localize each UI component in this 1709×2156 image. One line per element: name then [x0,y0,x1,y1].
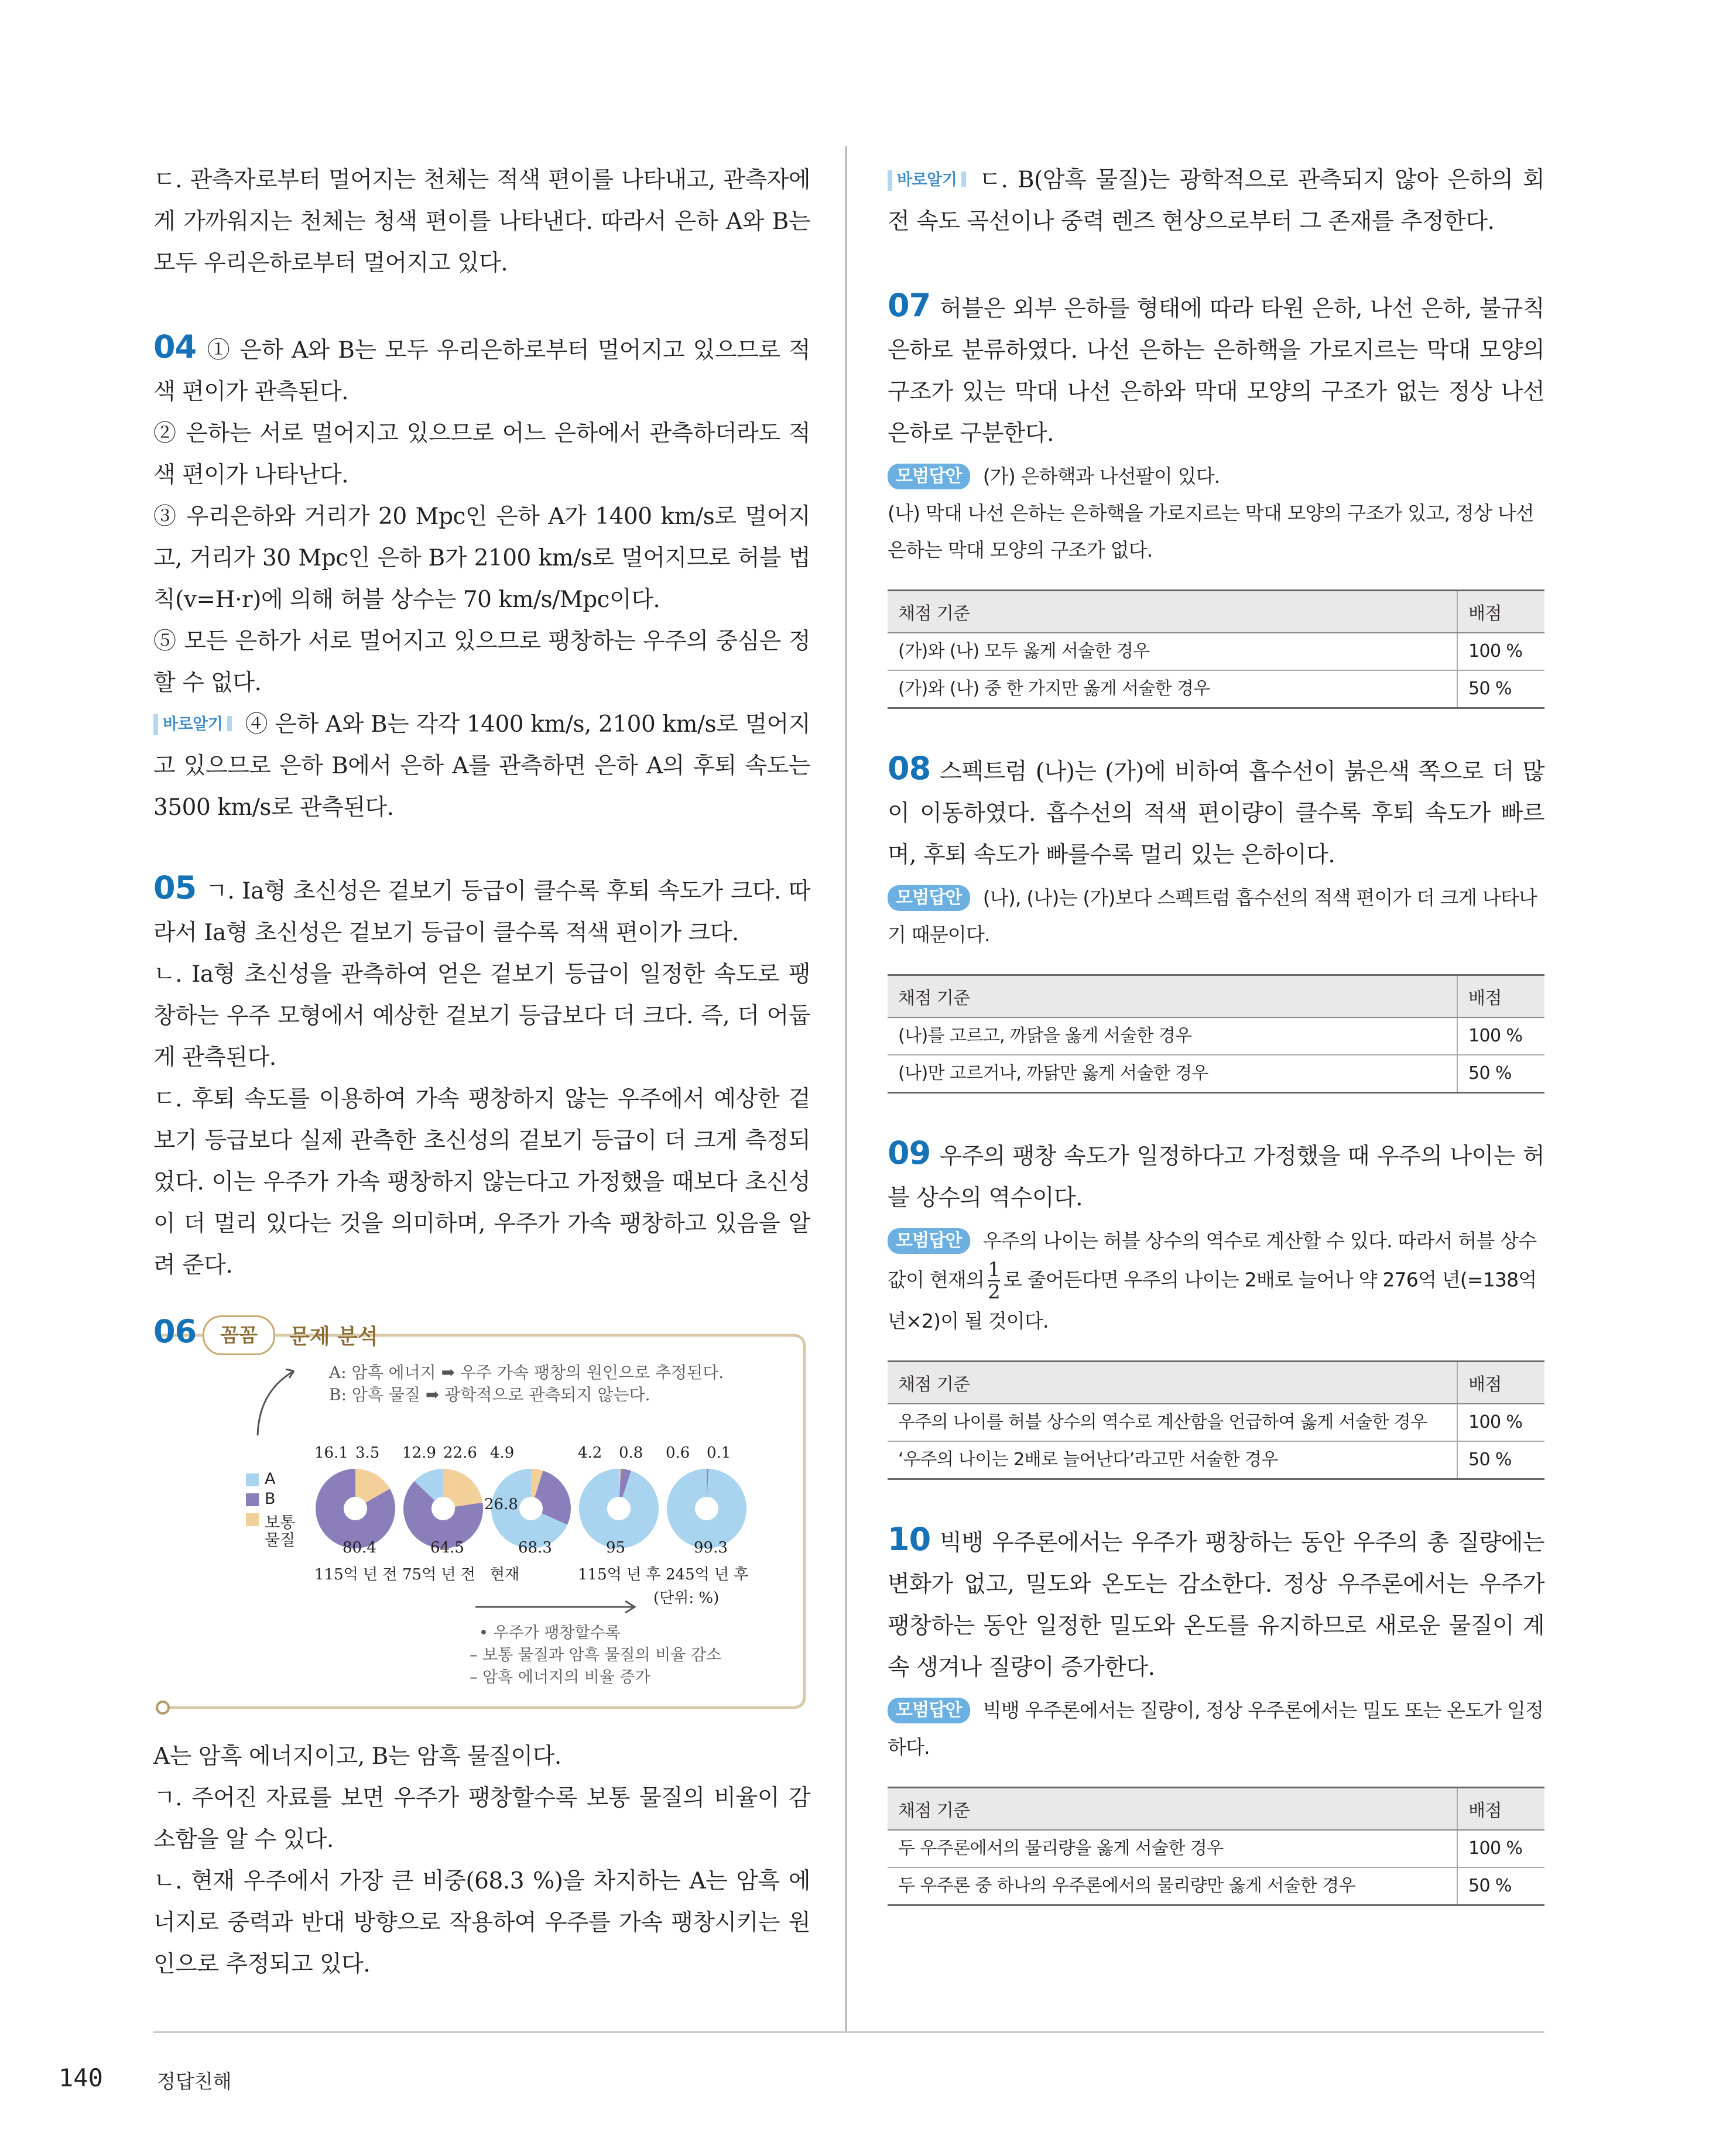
q08-text: 스펙트럼 (나)는 (가)에 비하여 흡수선이 붉은색 쪽으로 더 많이 이동하였다. 흡수선의 적색 편이량이 클수록 후퇴 속도가 빠르며, 후퇴 속도가 빠를수록 멀리 있는 은하이다. [888,759,1544,868]
q08-model: (나), (나)는 (가)보다 스펙트럼 흡수선의 적색 편이가 더 크게 나타나기 때문이다. [888,886,1537,946]
points-cell: 50 % [1457,1055,1544,1093]
table-row [888,1830,1544,1867]
q06-number: 06 [153,1313,197,1350]
q05-p3: ㄷ. 후퇴 속도를 이용하여 가속 팽창하지 않는 우주에서 예상한 겉보기 등급보다 실제 관측한 초신성의 겉보기 등급이 더 크게 측정되었다. 이는 우주가 가속 팽창하지 않는다고 가정했을 때보다 초신성이 더 멀리 있다는 것을 의미하며, 우주가 가속 팽창하고 있음을 알려 준다. [153,1086,810,1278]
pie-slice [667,1469,746,1548]
points-cell: 50 % [1457,1441,1544,1479]
q08-score-table [888,974,1544,1094]
fraction [988,1259,1000,1302]
q07-score-table [888,589,1544,709]
trend-1: – 보통 물질과 암흑 물질의 비율 감소 [470,1646,722,1664]
legend-b: B [265,1490,276,1508]
q10-number: 10 [888,1521,931,1558]
pie-charts [316,1469,746,1548]
pie-slice [443,1469,482,1507]
table-row [888,633,1544,670]
q06-figure [153,1310,810,1719]
fraction-denominator: 2 [988,1280,1000,1304]
q08-section [888,748,1544,1094]
trend-title: • 우주가 팽창할수록 [479,1624,621,1642]
table-row [888,1017,1544,1055]
pie-top-label: 4.2 [578,1444,602,1462]
points-header: 배점 [1457,1788,1544,1831]
table-row [888,670,1544,708]
q06-p1: A는 암흑 에너지이고, B는 암흑 물질이다. [153,1743,561,1770]
pie-category-label: 115억 년 전 [314,1566,398,1583]
q04-section [153,326,810,828]
pie-category-label: 현재 [490,1566,520,1583]
left-column [153,159,810,1985]
pie-top-label: 0.8 [619,1444,643,1462]
q10-score-table [888,1787,1544,1906]
q04-p2: ② 은하는 서로 멀어지고 있으므로 어느 은하에서 관측하더라도 적색 편이가 나타난다. [153,420,810,488]
q09-model-a: 우주의 나이는 허블 상수의 역수로 계산할 수 있다. 따라서 허블 상수 값이 현재의 [888,1229,1537,1291]
criteria-header: 채점 기준 [888,1362,1457,1404]
pie-inner-label: 64.5 [430,1539,464,1557]
q05-p1: ㄱ. Ia형 초신성은 겉보기 등급이 클수록 후퇴 속도가 크다. 따라서 Ia형 초신성은 겉보기 등급이 클수록 적색 편이가 크다. [153,878,810,946]
column-divider [845,146,847,2031]
q07-number: 07 [888,287,931,324]
pie-slice [579,1469,659,1548]
q08-number: 08 [888,750,931,787]
criteria-cell: (나)만 고르거나, 까닭만 옳게 서술한 경우 [888,1055,1457,1093]
model-answer-label: 모범답안 [888,885,970,911]
criteria-cell: 두 우주론에서의 물리량을 옳게 서술한 경우 [888,1830,1457,1867]
footer-title: 정답친해 [157,2070,232,2093]
points-header: 배점 [1457,975,1544,1018]
pie-inner-label: 99.3 [694,1539,728,1557]
pie-inner-label: 68.3 [518,1539,552,1557]
q07-text: 허블은 외부 은하를 형태에 따라 타원 은하, 나선 은하, 불규칙 은하로 분류하였다. 나선 은하는 은하핵을 가로지르는 막대 모양의 구조가 있는 막대 나선 은하와 막대 모양의 구조가 없는 정상 나선 은하로 구분한다. [888,296,1544,447]
q09-text: 우주의 팽창 속도가 일정하다고 가정했을 때 우주의 나이는 허블 상수의 역수이다. [888,1143,1544,1211]
q09-model-b: 로 줄어든다면 우주의 나이는 2배로 늘어나 약 276억 년(=138억 년×2)이 될 것이다. [888,1268,1537,1332]
q04-number: 04 [153,328,197,365]
q06-quick: ㄷ. B(암흑 물질)는 광학적으로 관측되지 않아 은하의 회전 속도 곡선이나 중력 렌즈 현상으로부터 그 존재를 추정한다. [888,167,1544,235]
q04-p1: ① 은하 A와 B는 모두 우리은하로부터 멀어지고 있으므로 적색 편이가 관측된다. [153,337,810,405]
analysis-badge: 꼼꼼 [203,1315,275,1355]
pie-top-label: 12.9 [402,1444,436,1462]
q10-text: 빅뱅 우주론에서는 우주가 팽창하는 동안 우주의 총 질량에는 변화가 없고, 밀도와 온도는 감소한다. 정상 우주론에서는 우주가 팽창하는 동안 일정한 밀도와 온도를 유지하므로 새로운 물질이 계속 생겨나 질량이 증가한다. [888,1530,1544,1681]
criteria-cell: ‘우주의 나이는 2배로 늘어난다’라고만 서술한 경우 [888,1441,1457,1479]
legend-a: A [265,1470,276,1488]
quick-check-label: 바로알기 [153,714,232,735]
quick-check-label-right: 바로알기 [888,170,966,191]
table-row [888,1055,1544,1093]
q04-quick: ④ 은하 A와 B는 각각 1400 km/s, 2100 km/s로 멀어지고 있으므로 은하 B에서 은하 A를 관측하면 은하 A의 후퇴 속도는 3500 km/s로 관측된다. [153,711,810,821]
criteria-header: 채점 기준 [888,1788,1457,1831]
legend-normal-1: 보통 [265,1514,296,1532]
right-column [888,159,1544,1906]
pie-top-label: 0.6 [666,1444,690,1462]
pie-category-label: 115억 년 후 [578,1566,661,1583]
table-row [888,1441,1544,1479]
points-cell: 50 % [1457,1867,1544,1905]
q05-p2: ㄴ. Ia형 초신성을 관측하여 얻은 겉보기 등급이 일정한 속도로 팽창하는 우주 모형에서 예상한 겉보기 등급보다 더 크다. 즉, 더 어둡게 관측된다. [153,961,810,1071]
q09-section [888,1132,1544,1480]
points-header: 배점 [1457,591,1544,633]
pie-category-label: 75억 년 전 [402,1566,475,1583]
q09-score-table [888,1360,1544,1480]
q10-section [888,1519,1544,1906]
q06-explanation [153,1736,810,1985]
criteria-header: 채점 기준 [888,975,1457,1018]
points-cell: 100 % [1457,1404,1544,1441]
criteria-cell: 우주의 나이를 허블 상수의 역수로 계산함을 언급하여 옳게 서술한 경우 [888,1404,1457,1441]
q09-number: 09 [888,1134,931,1171]
pie-top-label: 3.5 [355,1444,380,1462]
table-row [888,1867,1544,1905]
pie-top-label: 16.1 [314,1444,348,1462]
pie-top-label: 22.6 [443,1444,477,1462]
criteria-cell: (가)와 (나) 중 한 가지만 옳게 서술한 경우 [888,670,1457,708]
criteria-cell: (가)와 (나) 모두 옳게 서술한 경우 [888,633,1457,670]
q07-model-2: (나) 막대 나선 은하는 은하핵을 가로지르는 막대 모양의 구조가 있고, 정상 나선 은하는 막대 모양의 구조가 없다. [888,502,1534,561]
q04-p3: ③ 우리은하와 거리가 20 Mpc인 은하 A가 1400 km/s로 멀어지고, 거리가 30 Mpc인 은하 B가 2100 km/s로 멀어지므로 허블 법칙(v=H·r)에 의해 허블 상수는 70 km/s/Mpc이다. [153,503,810,613]
points-cell: 100 % [1457,633,1544,670]
points-header: 배점 [1457,1362,1544,1404]
points-cell: 50 % [1457,670,1544,708]
unit-label: (단위: %) [653,1589,720,1607]
model-answer-label: 모범답안 [888,464,970,489]
q10-model: 빅뱅 우주론에서는 질량이, 정상 우주론에서는 밀도 또는 온도가 일정하다. [888,1699,1544,1759]
figure-title: 문제 분석 [289,1325,378,1349]
model-answer-label: 모범답안 [888,1698,970,1723]
q06-p2: ㄱ. 주어진 자료를 보면 우주가 팽창할수록 보통 물질의 비율이 감소함을 알 수 있다. [153,1785,810,1853]
pie-side-label: 26.8 [484,1496,518,1513]
note-b: B: 암흑 물질 ➡ 광학적으로 관측되지 않는다. [329,1385,650,1404]
pie-top-label: 4.9 [490,1444,515,1462]
fraction-numerator: 1 [988,1258,1000,1281]
q04-p4: ⑤ 모든 은하가 서로 멀어지고 있으므로 팽창하는 우주의 중심은 정할 수 없다. [153,628,810,696]
points-cell: 100 % [1457,1017,1544,1055]
footer-rule [153,2031,1544,2033]
legend-swatch-b [246,1493,259,1506]
page-number: 140 [59,2064,103,2092]
q06-p3: ㄴ. 현재 우주에서 가장 큰 비중(68.3 %)을 차지하는 A는 암흑 에너지로 중력과 반대 방향으로 작용하여 우주를 가속 팽창시키는 원인으로 추정되고 있다. [153,1868,810,1977]
criteria-cell: (나)를 고르고, 까닭을 옳게 서술한 경우 [888,1017,1457,1055]
pie-top-label: 0.1 [707,1444,731,1462]
legend-normal-2: 물질 [265,1531,296,1550]
table-row [888,1404,1544,1441]
q05-section [153,867,810,1286]
criteria-cell: 두 우주론 중 하나의 우주론에서의 물리량만 옳게 서술한 경우 [888,1867,1457,1905]
legend-swatch-normal [246,1513,259,1526]
q07-model-1: (가) 은하핵과 나선팔이 있다. [982,465,1220,488]
pie-category-label: 245억 년 후 [666,1566,749,1583]
q07-section [888,285,1544,709]
pie-inner-label: 80.4 [343,1539,376,1557]
q05-number: 05 [153,869,197,906]
pie-inner-label: 95 [606,1539,626,1557]
trend-2: – 암흑 에너지의 비율 증가 [470,1668,650,1687]
model-answer-label: 모범답안 [888,1228,970,1254]
points-cell: 100 % [1457,1830,1544,1867]
q03-continuation: ㄷ. 관측자로부터 멀어지는 천체는 적색 편이를 나타내고, 관측자에게 가까워지는 천체는 청색 편이를 나타낸다. 따라서 은하 A와 B는 모두 우리은하로부터 멀어지고 있다. [153,167,810,276]
criteria-header: 채점 기준 [888,591,1457,633]
note-a: A: 암흑 에너지 ➡ 우주 가속 팽창의 원인으로 추정된다. [329,1363,724,1382]
legend-swatch-a [246,1473,259,1486]
